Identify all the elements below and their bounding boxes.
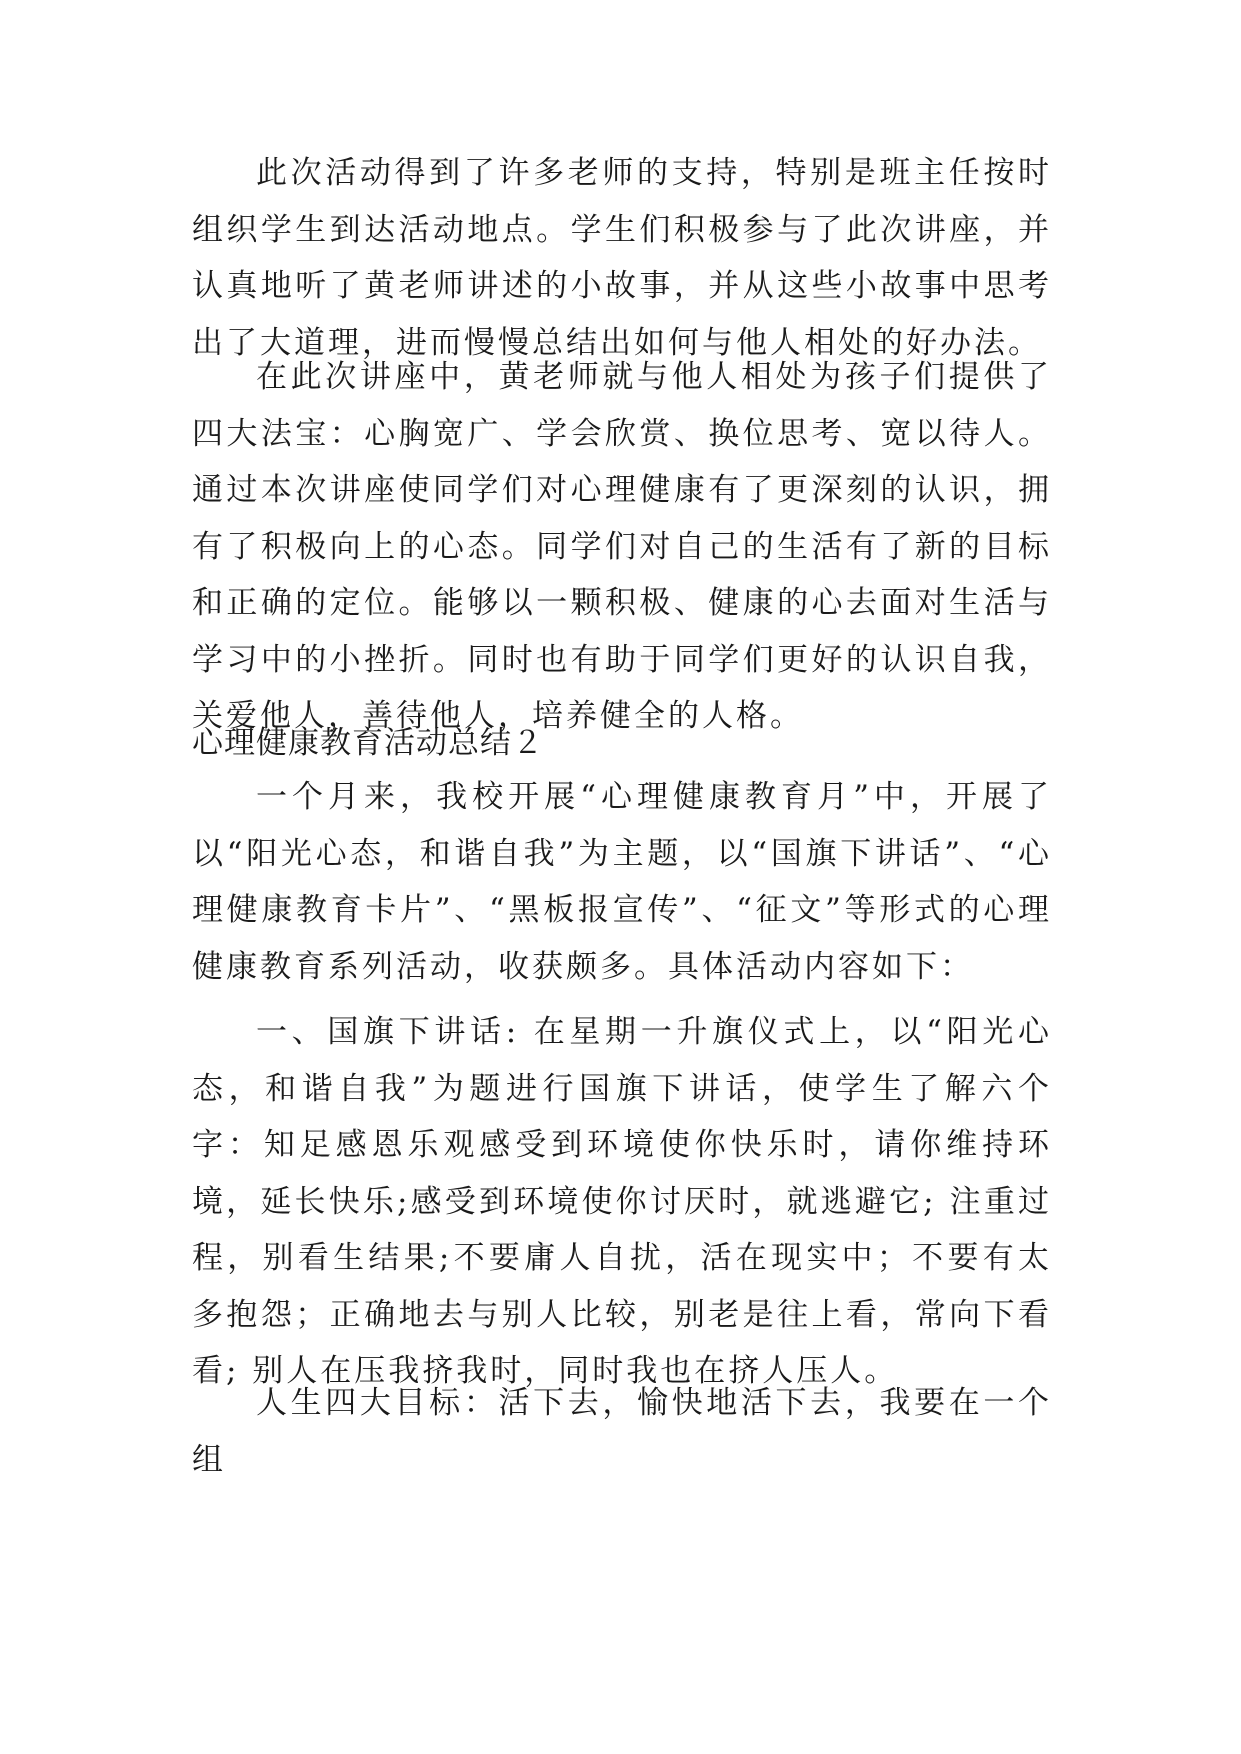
paragraph-activity-support: 此次活动得到了许多老师的支持，特别是班主任按时组织学生到达活动地点。学生们积极参与了此次讲座，并认真地听了黄老师讲述的小故事，并从这些小故事中思考出了大道理，进而慢慢总结出如何与他人相处的好办法。 — [192, 155, 1052, 361]
section-heading: 心理健康教育活动总结２ — [192, 725, 544, 761]
paragraph-flag-speech: 一、国旗下讲话: 在星期一升旗仪式上，以“阳光心态，和谐自我”为题进行国旗下讲话，使学生了解六个字：知足感恩乐观感受到环境使你快乐时，请你维持环境，延长快乐;感受到环境使你讨厌时，就逃避它; 注重过程，别看生结果;不要庸人自扰，活在现实中；不要有太多抱怨；正确地去与别人比较，别老是往上看，常向下看看; 别人在压我挤我时，同时我也在挤人压人。 — [192, 1014, 1052, 1389]
paragraph-lecture-summary: 在此次讲座中，黄老师就与他人相处为孩子们提供了四大法宝：心胸宽广、学会欣赏、换位思考、宽以待人。通过本次讲座使同学们对心理健康有了更深刻的认识，拥有了积极向上的心态。同学们对自己的生活有了新的目标和正确的定位。能够以一颗积极、健康的心去面对生活与学习中的小挫折。同时也有助于同学们更好的认识自我，关爱他人，善待他人，培养健全的人格。 — [192, 359, 1052, 734]
paragraph-life-goals: 人生四大目标：活下去，愉快地活下去，我要在一个组 — [192, 1385, 1052, 1478]
paragraph-month-overview: 一个月来，我校开展“心理健康教育月”中，开展了以“阳光心态，和谐自我”为主题，以“国旗下讲话”、“心理健康教育卡片”、“黑板报宣传”、“征文”等形式的心理健康教育系列活动，收获颇多。具体活动内容如下： — [192, 779, 1052, 985]
